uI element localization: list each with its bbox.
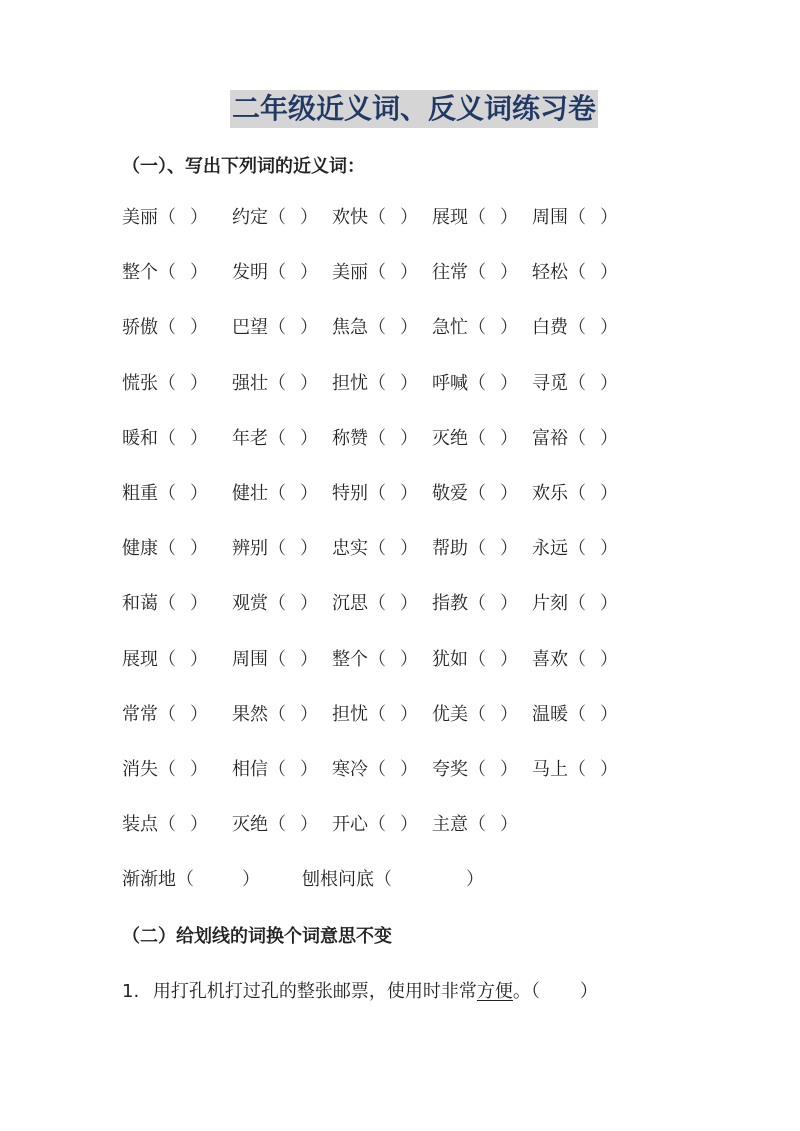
synonym-item	[332, 370, 418, 398]
answer-blank[interactable]: （ ）	[368, 262, 418, 284]
word: 刨根问底	[302, 869, 374, 890]
word: 展现	[122, 648, 158, 670]
word: 沉思	[332, 593, 368, 615]
synonym-item	[532, 756, 618, 784]
word: 果然	[232, 703, 268, 725]
underlined-word: 方便	[476, 981, 513, 1002]
answer-blank[interactable]: （ ）	[158, 372, 208, 394]
synonym-item	[302, 866, 484, 894]
answer-blank[interactable]: （ ）	[268, 814, 318, 836]
synonym-item	[432, 646, 518, 674]
word: 慌张	[122, 372, 158, 394]
answer-blank[interactable]: （ ）	[568, 648, 618, 670]
answer-blank[interactable]: （ ）	[268, 427, 318, 449]
synonym-item	[332, 425, 418, 453]
word: 寒冷	[332, 759, 368, 780]
synonym-item	[332, 259, 418, 287]
word: 装点	[122, 814, 158, 836]
answer-blank[interactable]: （ ）	[468, 262, 518, 284]
synonym-item	[232, 259, 318, 287]
synonym-item	[122, 535, 208, 563]
word: 呼喊	[432, 372, 468, 394]
answer-blank[interactable]: （ ）	[158, 207, 208, 228]
synonym-item	[532, 370, 618, 398]
synonym-item	[532, 425, 618, 453]
word: 喜欢	[532, 648, 568, 670]
word: 灭绝	[432, 427, 468, 449]
word: 暖和	[122, 427, 158, 449]
synonym-item	[232, 314, 318, 342]
answer-blank[interactable]: （ ）	[158, 593, 208, 615]
synonym-item	[432, 370, 518, 398]
word: 指教	[432, 593, 468, 615]
answer-blank[interactable]: （ ）	[568, 593, 618, 615]
word: 巴望	[232, 317, 268, 339]
answer-blank[interactable]: （ ）	[268, 593, 318, 615]
word: 担忧	[332, 372, 368, 394]
synonym-item	[432, 259, 518, 287]
synonym-item	[532, 646, 618, 674]
synonym-item	[332, 646, 418, 674]
synonym-item	[122, 646, 208, 674]
answer-blank[interactable]: （ ）	[568, 427, 618, 449]
synonym-item	[432, 811, 518, 839]
synonym-item	[122, 259, 208, 287]
synonym-item	[532, 590, 618, 618]
answer-blank[interactable]: （ ）	[568, 538, 618, 560]
word: 周围	[532, 207, 568, 228]
section-2-heading: （二）给划线的词换个词意思不变	[122, 926, 392, 947]
answer-blank[interactable]: （ ）	[268, 317, 318, 339]
word: 片刻	[532, 593, 568, 615]
word: 观赏	[232, 593, 268, 615]
word: 特别	[332, 483, 368, 504]
synonym-item	[532, 204, 618, 232]
synonym-item	[332, 701, 418, 729]
answer-blank[interactable]: （ ）	[368, 538, 418, 560]
synonym-item	[232, 646, 318, 674]
synonym-item	[432, 590, 518, 618]
synonym-item	[432, 701, 518, 729]
answer-blank[interactable]: （ ）	[158, 262, 208, 284]
answer-blank[interactable]: （ ）	[468, 372, 518, 394]
answer-blank[interactable]: （ ）	[468, 814, 518, 836]
word: 优美	[432, 703, 468, 725]
word: 辨别	[232, 538, 268, 560]
synonym-item	[232, 370, 318, 398]
synonym-item	[332, 756, 418, 784]
word: 富裕	[532, 427, 568, 449]
word: 强壮	[232, 372, 268, 394]
answer-blank[interactable]: （ ）	[268, 372, 318, 394]
answer-blank[interactable]: （ ）	[368, 317, 418, 339]
synonym-item	[122, 590, 208, 618]
item-number: 1.	[122, 981, 140, 1002]
answer-blank[interactable]: （ ）	[468, 759, 518, 780]
synonym-item	[122, 480, 208, 508]
word: 消失	[122, 759, 158, 780]
answer-blank[interactable]: （ ）	[374, 869, 484, 890]
answer-blank[interactable]: （ ）	[568, 262, 618, 284]
word: 永远	[532, 538, 568, 560]
answer-blank[interactable]: （ ）	[468, 207, 518, 228]
synonym-item	[332, 204, 418, 232]
synonym-item	[122, 425, 208, 453]
answer-blank[interactable]: （ ）	[158, 317, 208, 339]
synonym-item	[332, 590, 418, 618]
word: 白费	[532, 317, 568, 339]
exercise-item-1: 1. 用打孔机打过孔的整张邮票，使用时非常方便。（ ）	[122, 981, 598, 1002]
word: 健壮	[232, 483, 268, 504]
answer-blank[interactable]: （ ）	[268, 759, 318, 780]
synonym-item	[232, 425, 318, 453]
synonym-item	[532, 535, 618, 563]
word: 急忙	[432, 317, 468, 339]
word: 欢乐	[532, 483, 568, 504]
word: 相信	[232, 759, 268, 780]
synonym-item	[532, 701, 618, 729]
answer-blank[interactable]: （ ）	[158, 427, 208, 449]
answer-blank[interactable]: （ ）	[468, 483, 518, 504]
synonym-item	[332, 480, 418, 508]
answer-blank[interactable]: （ ）	[468, 538, 518, 560]
word: 担忧	[332, 703, 368, 725]
word: 帮助	[432, 538, 468, 560]
word: 展现	[432, 207, 468, 228]
answer-blank[interactable]: （ ）	[568, 483, 618, 504]
answer-blank[interactable]: （ ）	[268, 207, 318, 228]
answer-blank[interactable]: （ ）	[568, 207, 618, 228]
word: 整个	[122, 262, 158, 284]
answer-blank[interactable]: （ ）	[176, 869, 260, 890]
answer-blank[interactable]: （ ）	[268, 262, 318, 284]
synonym-item	[432, 480, 518, 508]
synonym-item	[122, 314, 208, 342]
answer-blank[interactable]: （ ）	[268, 538, 318, 560]
answer-blank[interactable]: （ ）	[368, 759, 418, 780]
word: 寻觅	[532, 372, 568, 394]
answer-blank[interactable]: （ ）	[368, 483, 418, 504]
answer-blank[interactable]: （ ）	[368, 372, 418, 394]
word: 敬爱	[432, 483, 468, 504]
word: 周围	[232, 648, 268, 670]
word: 约定	[232, 207, 268, 228]
synonym-item	[122, 701, 208, 729]
word: 发明	[232, 262, 268, 284]
word: 灭绝	[232, 814, 268, 836]
word: 犹如	[432, 648, 468, 670]
synonym-item	[232, 590, 318, 618]
word: 常常	[122, 703, 158, 725]
answer-blank[interactable]: （ ）	[468, 427, 518, 449]
word: 称赞	[332, 427, 368, 449]
synonym-item	[332, 535, 418, 563]
synonym-item	[432, 204, 518, 232]
word: 焦急	[332, 317, 368, 339]
word: 年老	[232, 427, 268, 449]
sentence-text: 用打孔机打过孔的整张邮票，使用时非常	[152, 981, 477, 1002]
answer-blank[interactable]: （ ）	[368, 703, 418, 725]
sentence-end: 。（	[512, 981, 540, 1002]
answer-blank[interactable]: （ ）	[468, 648, 518, 670]
synonym-item	[232, 701, 318, 729]
synonym-item	[122, 370, 208, 398]
synonym-item	[122, 204, 208, 232]
answer-blank[interactable]: （ ）	[268, 703, 318, 725]
synonym-item	[232, 811, 318, 839]
answer-blank[interactable]: （ ）	[158, 538, 208, 560]
answer-blank[interactable]: （ ）	[468, 593, 518, 615]
word: 美丽	[332, 262, 368, 284]
answer-blank[interactable]: （ ）	[568, 703, 618, 725]
synonym-item	[532, 259, 618, 287]
synonym-item	[122, 756, 208, 784]
answer-blank[interactable]: （ ）	[368, 593, 418, 615]
word: 骄傲	[122, 317, 158, 339]
word: 夸奖	[432, 759, 468, 780]
answer-blank[interactable]: （ ）	[158, 648, 208, 670]
synonym-item	[432, 314, 518, 342]
synonym-item	[232, 480, 318, 508]
answer-blank[interactable]: （ ）	[468, 317, 518, 339]
synonym-item	[232, 756, 318, 784]
synonym-item	[332, 314, 418, 342]
word: 忠实	[332, 538, 368, 560]
answer-blank[interactable]: （ ）	[568, 759, 618, 780]
word: 整个	[332, 648, 368, 670]
synonym-item	[122, 811, 208, 839]
answer-blank[interactable]: （ ）	[368, 427, 418, 449]
synonym-item	[232, 535, 318, 563]
answer-blank[interactable]: （ ）	[158, 483, 208, 504]
synonym-item	[122, 866, 260, 894]
answer-blank[interactable]: （ ）	[158, 814, 208, 836]
answer-blank[interactable]: （ ）	[158, 759, 208, 780]
word: 温暖	[532, 703, 568, 725]
word: 粗重	[122, 483, 158, 504]
word: 开心	[332, 814, 368, 836]
word: 往常	[432, 262, 468, 284]
word: 健康	[122, 538, 158, 560]
answer-blank[interactable]: （ ）	[468, 703, 518, 725]
synonym-item	[532, 314, 618, 342]
word: 渐渐地	[122, 869, 176, 890]
synonym-item	[432, 425, 518, 453]
answer-blank[interactable]: （ ）	[368, 814, 418, 836]
synonym-item	[432, 535, 518, 563]
synonym-item	[332, 811, 418, 839]
answer-blank[interactable]: （ ）	[158, 703, 208, 725]
answer-blank[interactable]: （ ）	[368, 648, 418, 670]
word: 和蔼	[122, 593, 158, 615]
synonym-item	[432, 756, 518, 784]
answer-blank[interactable]: （ ）	[568, 317, 618, 339]
answer-blank[interactable]: （ ）	[568, 372, 618, 394]
word: 美丽	[122, 207, 158, 228]
answer-blank[interactable]: （ ）	[268, 648, 318, 670]
word: 欢快	[332, 207, 368, 228]
answer-blank[interactable]: （ ）	[268, 483, 318, 504]
page-title: 二年级近义词、反义词练习卷	[230, 90, 598, 128]
answer-blank[interactable]: （ ）	[368, 207, 418, 228]
word: 轻松	[532, 262, 568, 284]
synonym-item	[532, 480, 618, 508]
word: 主意	[432, 814, 468, 836]
section-1-heading: （一）、写出下列词的近义词：	[122, 156, 365, 177]
word: 马上	[532, 759, 568, 780]
synonym-item	[232, 204, 318, 232]
